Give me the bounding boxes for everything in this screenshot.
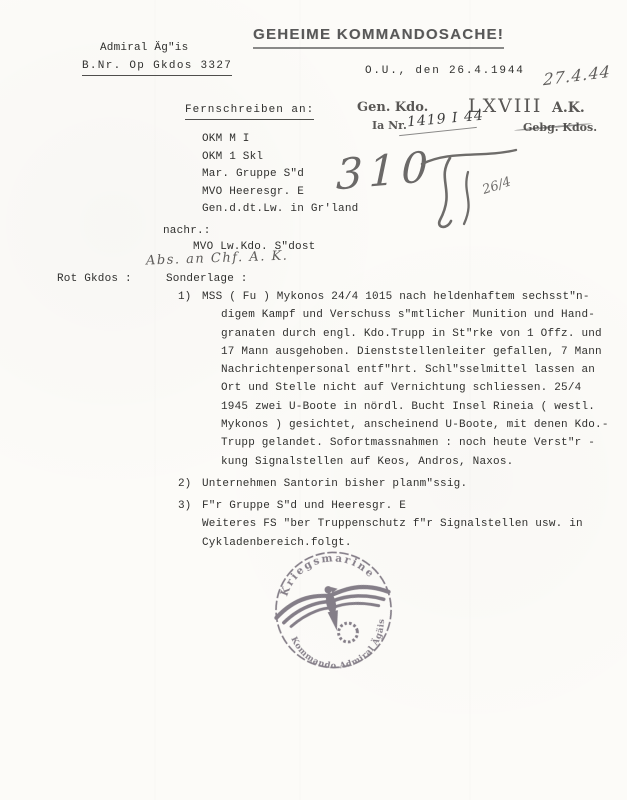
sender-unit: Admiral Äg"is <box>100 42 189 54</box>
handwritten-initials <box>420 148 530 238</box>
body-line: Mykonos ) gesichtet, anscheinend U-Boote, mit denen Kdo.- <box>221 419 609 432</box>
place-date: O.U., den 26.4.1944 <box>365 65 525 77</box>
info-recipient: MVO Lw.Kdo. S"dost <box>193 241 316 253</box>
body-line: Ort und Stelle nicht auf Vernichtung schliessen. 25/4 <box>221 382 582 395</box>
body-line: Cykladenbereich.folgt. <box>202 536 352 549</box>
body-line: F"r Gruppe S"d und Heeresgr. E <box>202 500 407 512</box>
body-item-2 <box>178 475 467 493</box>
seal-top-text: Kriegsmarine <box>278 552 378 598</box>
handwritten-date-fraction: 26/4 <box>480 174 514 198</box>
subject-line: Sonderlage : <box>166 273 248 285</box>
corps-numeral: LXVIII <box>468 95 543 117</box>
handwritten-date: 27.4.44 <box>542 61 612 90</box>
recipient-list <box>202 131 358 219</box>
recipient: Mar. Gruppe S"d <box>202 168 305 180</box>
body-line: Unternehmen Santorin bisher planm"ssig. <box>202 478 468 490</box>
item-number: 3) <box>178 500 192 512</box>
handwritten-registry-number: 1419 I 44 <box>406 107 485 131</box>
recipient: OKM M I <box>202 133 250 145</box>
receipt-stamp-registry-label: Ia Nr. <box>372 119 407 132</box>
receipt-stamp-type-label: Gebg. Kdos. <box>523 121 598 134</box>
naval-seal <box>254 536 413 688</box>
receipt-stamp-unit: Gen. Kdo. <box>357 100 429 115</box>
body-item-1 <box>178 288 609 471</box>
recipient: MVO Heeresgr. E <box>202 185 305 198</box>
handwritten-registry-figure: 310 <box>335 141 435 200</box>
classification-stamp: GEHEIME KOMMANDOSACHE! <box>253 26 504 49</box>
body-line: MSS ( Fu ) Mykonos 24/4 1015 nach heldenhaftem sechsst"n- <box>202 291 590 303</box>
handwritten-note: Abs. an Chf. A. K. <box>145 248 289 269</box>
body-line: granaten durch engl. Kdo.Trupp in St"rke von 1 Offz. und <box>221 327 602 340</box>
body-line: Trupp gelandet. Sofortmassnahmen : noch heute Verst"r - <box>221 437 596 450</box>
item-number: 1) <box>178 291 192 303</box>
body-line: 1945 zwei U-Boote in nördl. Bucht Insel Rineia ( westl. <box>221 400 596 413</box>
corps-suffix: A.K. <box>552 100 585 116</box>
body-classification-label: Rot Gkdos : <box>57 273 132 285</box>
receipt-stamp-corps <box>468 95 585 117</box>
body-line: kung Signalstellen auf Keos, Andros, Naxos. <box>221 455 514 468</box>
recipient: Gen.d.dt.Lw. in Gr'land <box>202 203 359 215</box>
body-line: 17 Mann ausgehoben. Dienststellenleiter gefallen, 7 Mann <box>221 345 602 358</box>
item-number: 2) <box>178 478 192 490</box>
body-line: Weiteres FS "ber Truppenschutz f"r Signalstellen usw. in <box>202 518 583 531</box>
distribution-heading: Fernschreiben an: <box>185 103 314 120</box>
body-line: digem Kampf und Verschuss s"mtlicher Munition und Hand- <box>221 309 596 322</box>
recipient: OKM 1 Skl <box>202 150 264 163</box>
body-line: Nachrichtenpersonal entf"hrt. Schl"sselmittel lassen an <box>221 364 596 377</box>
reference-number: B.Nr. Op Gkdos 3327 <box>82 59 232 76</box>
seal-bottom-text: Kommando Admiral Ägäis <box>289 618 386 671</box>
info-label: nachr.: <box>163 225 211 237</box>
